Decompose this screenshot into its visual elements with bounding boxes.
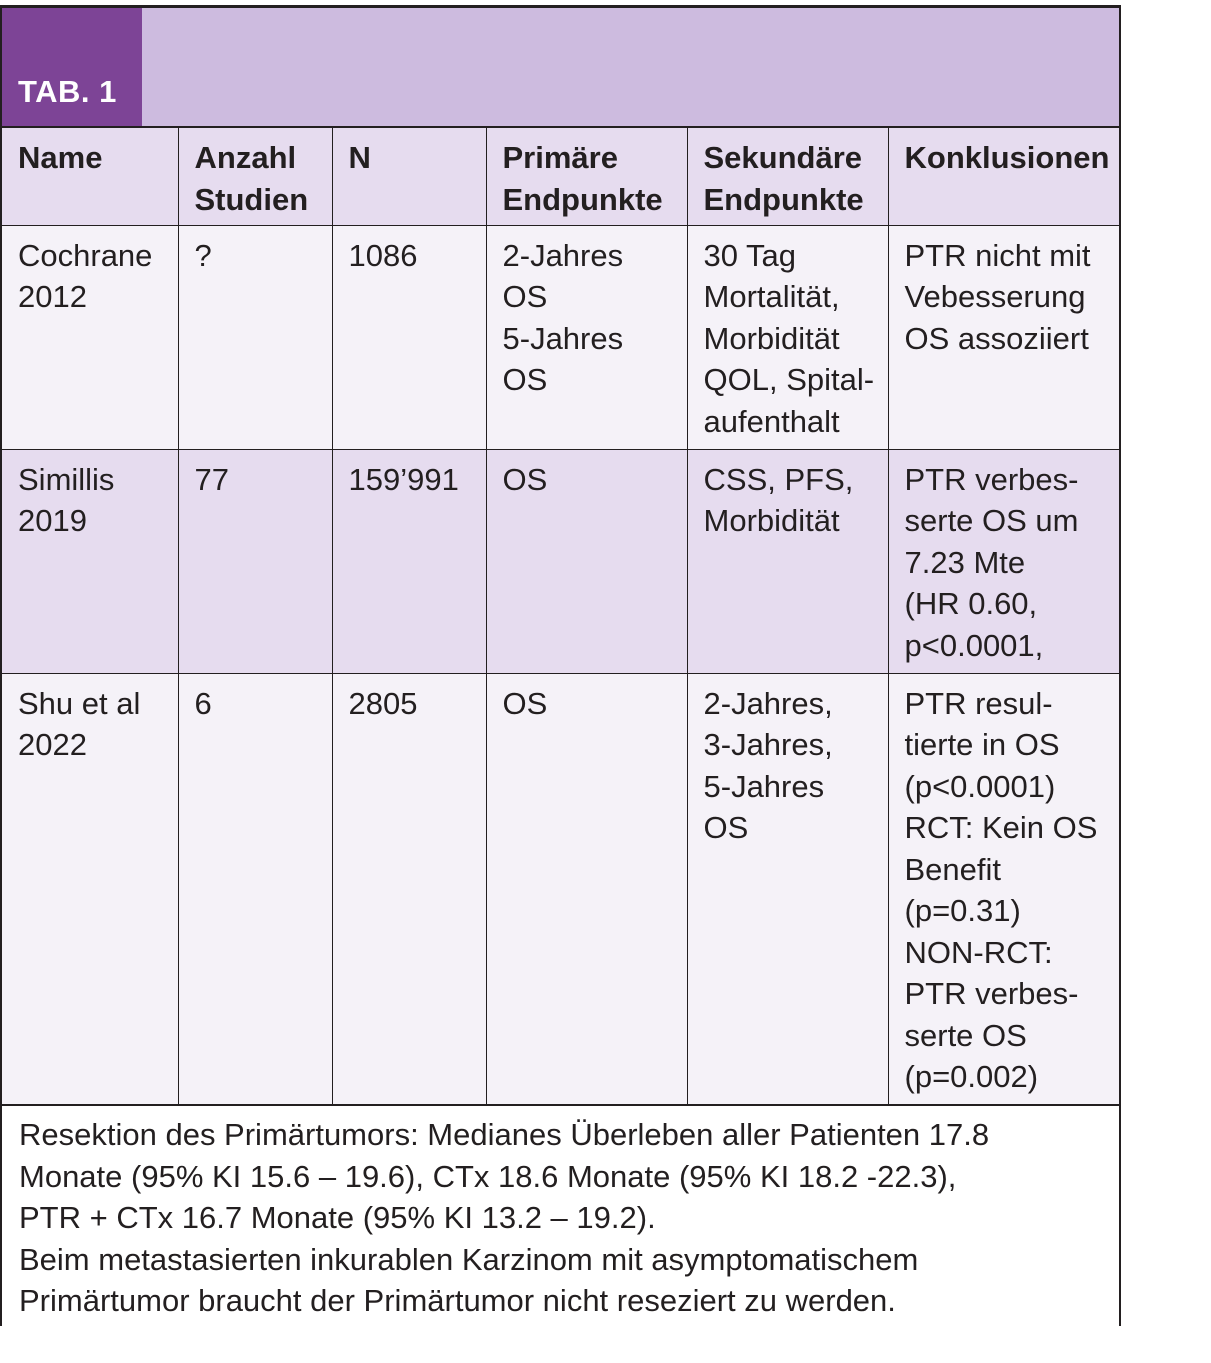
cell-konklusionen: PTR verbes- serte OS um 7.23 Mte (HR 0.60, p<0.0001, [888,449,1119,673]
cell-anzahl-studien: 6 [178,673,332,1106]
footnote-line: Primärtumor braucht der Primärtumor nicht reseziert zu werden. [19,1283,896,1318]
column-header-konklusionen: Konklusionen [888,127,1119,225]
table-row [2,673,1119,1106]
cell-anzahl-studien: ? [178,225,332,449]
cell-konklusionen: PTR nicht mit Vebesserung OS assoziiert [888,225,1119,449]
cell-name: Shu et al 2022 [2,673,178,1106]
cell-primaere-endpunkte: OS [486,449,687,673]
table-header-row [2,127,1119,225]
study-table [2,126,1119,1107]
cell-konklusionen: PTR resul- tierte in OS (p<0.0001) RCT: Kein OS Benefit (p=0.31) NON-RCT: PTR verbes- serte OS (p=0.002) [888,673,1119,1106]
footnote-line: Monate (95% KI 15.6 – 19.6), CTx 18.6 Monate (95% KI 18.2 -22.3), [19,1158,957,1194]
cell-name: Cochrane 2012 [2,225,178,449]
table-footnote [2,1104,1119,1326]
cell-sekundaere-endpunkte: 30 Tag Mortalität, Morbidität QOL, Spital- aufenthalt [687,225,888,449]
cell-name: Simillis 2019 [2,449,178,673]
table-frame [0,5,1121,1326]
cell-primaere-endpunkte: 2-Jahres OS 5-Jahres OS [486,225,687,449]
column-header-sekundaere-endpunkte: Sekundäre Endpunkte [687,127,888,225]
table-number-label: TAB. 1 [2,8,142,126]
footnote-line: Beim metastasierten inkurablen Karzinom mit asymptomatischem [19,1241,919,1277]
footnote-line: PTR + CTx 16.7 Monate (95% KI 13.2 – 19.2). [19,1200,656,1235]
cell-n: 159’991 [332,449,486,673]
table-row [2,225,1119,449]
cell-sekundaere-endpunkte: CSS, PFS, Morbidität [687,449,888,673]
column-header-anzahl-studien: Anzahl Studien [178,127,332,225]
cell-n: 1086 [332,225,486,449]
cell-n: 2805 [332,673,486,1106]
table-row [2,449,1119,673]
cell-primaere-endpunkte: OS [486,673,687,1106]
column-header-primaere-endpunkte: Primäre Endpunkte [486,127,687,225]
table-header-band [2,8,1119,126]
column-header-n: N [332,127,486,225]
column-header-name: Name [2,127,178,225]
footnote-line: Resektion des Primärtumors: Medianes Überleben aller Patienten 17.8 [19,1117,990,1152]
cell-sekundaere-endpunkte: 2-Jahres, 3-Jahres, 5-Jahres OS [687,673,888,1106]
cell-anzahl-studien: 77 [178,449,332,673]
